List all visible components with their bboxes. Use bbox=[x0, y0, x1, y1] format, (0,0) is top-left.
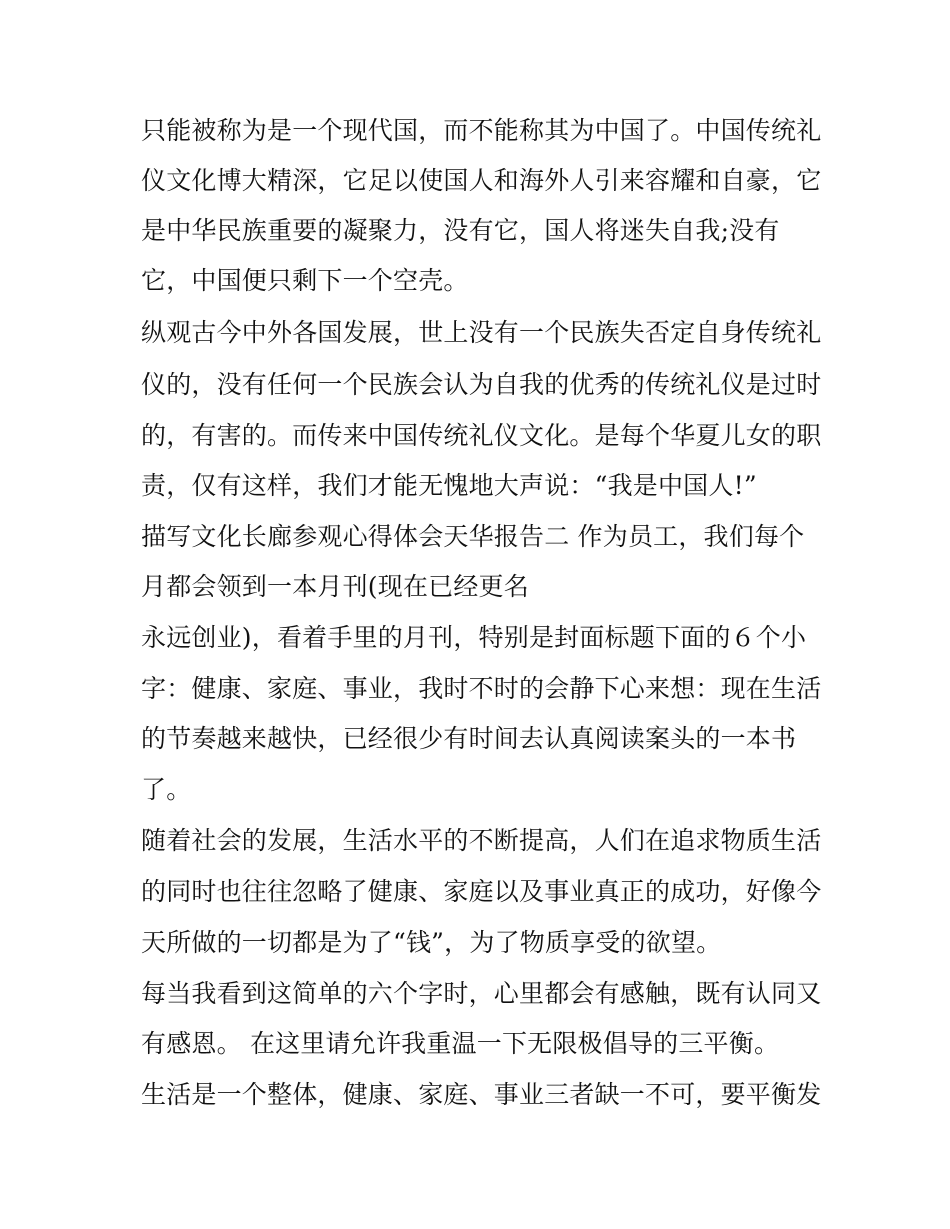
text-line: 的同时也往往忽略了健康、家庭以及事业真正的成功，好像今 bbox=[141, 877, 822, 906]
text-line: 永远创业)，看着手里的月刊，特别是封面标题下面的６个小 bbox=[141, 623, 807, 652]
text-line: 描写文化长廊参观心得体会天华报告二 作为员工，我们每个 bbox=[141, 522, 805, 551]
text-line: 天所做的一切都是为了“钱”，为了物质享受的欲望。 bbox=[141, 928, 722, 957]
text-line: 是中华民族重要的凝聚力，没有它，国人将迷失自我;没有 bbox=[141, 216, 780, 245]
text-line: 了。 bbox=[141, 775, 192, 804]
text-line: 生活是一个整体，健康、家庭、事业三者缺一不可，要平衡发 bbox=[141, 1080, 822, 1109]
text-line: 随着社会的发展，生活水平的不断提高，人们在追求物质生活 bbox=[141, 826, 822, 855]
text-line: 它，中国便只剩下一个空壳。 bbox=[141, 266, 469, 295]
text-line: 的，有害的。而传来中国传统礼仪文化。是每个华夏儿女的职 bbox=[141, 421, 822, 450]
text-line: 纵观古今中外各国发展，世上没有一个民族失否定自身传统礼 bbox=[141, 318, 822, 347]
text-line: 的节奏越来越快，已经很少有时间去认真阅读案头的一本书 bbox=[141, 724, 797, 753]
text-line: 仪文化博大精深，它足以使国人和海外人引来容耀和自豪，它 bbox=[141, 166, 822, 195]
text-line: 每当我看到这简单的六个字时，心里都会有感触，既有认同又 bbox=[141, 979, 822, 1008]
text-line: 仪的，没有任何一个民族会认为自我的优秀的传统礼仪是过时 bbox=[141, 370, 822, 399]
text-line: 只能被称为是一个现代国，而不能称其为中国了。中国传统礼 bbox=[141, 116, 822, 145]
text-line: 月都会领到一本月刊(现在已经更名 bbox=[141, 572, 529, 601]
text-line: 字：健康、家庭、事业，我时不时的会静下心来想：现在生活 bbox=[141, 674, 822, 703]
text-line: 有感恩。 在这里请允许我重温一下无限极倡导的三平衡。 bbox=[141, 1029, 780, 1058]
text-line: 责，仅有这样，我们才能无愧地大声说：“我是中国人!” bbox=[141, 471, 757, 500]
